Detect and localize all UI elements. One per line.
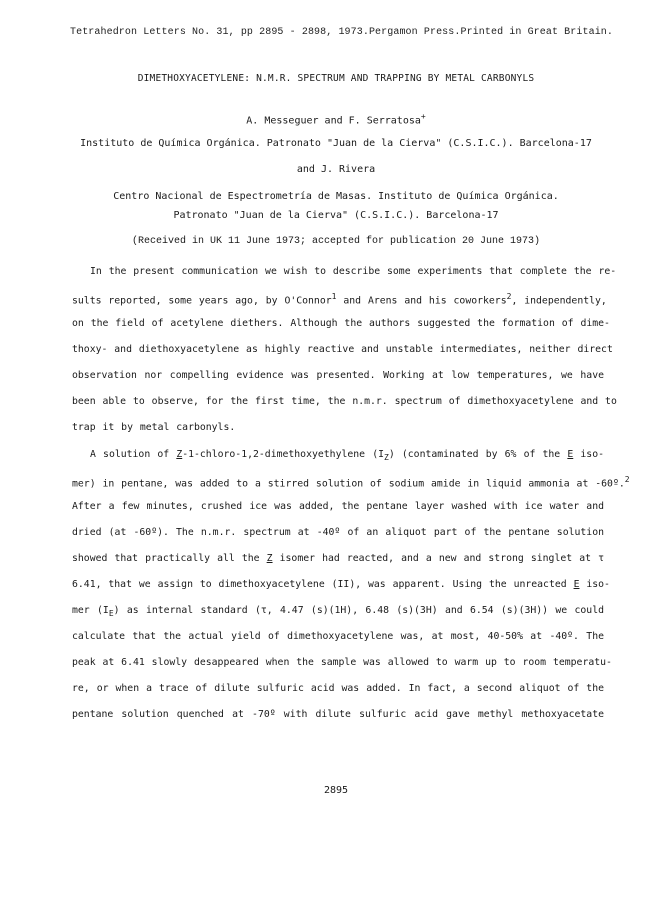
body-line: [72, 605, 604, 618]
body-line: pentane solution quenched at -70º with dilute sulfuric acid gave methyl methoxyacetate: [72, 709, 604, 720]
ref-mark: 2: [624, 475, 630, 484]
affiliation-2-line-1: Centro Nacional de Espectrometría de Masas. Instituto de Química Orgánica.: [113, 191, 559, 202]
body-line: [90, 449, 604, 462]
journal-citation: Tetrahedron Letters No. 31, pp 2895 - 2898, 1973.: [70, 27, 369, 38]
ref-mark: 2: [506, 292, 512, 301]
affiliation-2-line-2: Patronato "Juan de la Cierva" (C.S.I.C.). Barcelona-17: [173, 210, 499, 221]
authors-1: A. Messeguer and F. Serratosa: [246, 115, 421, 127]
paper-title: DIMETHOXYACETYLENE: N.M.R. SPECTRUM AND TRAPPING BY METAL CARBONYLS: [137, 73, 535, 84]
body-text: ) (contaminated by 6% of the: [388, 449, 568, 460]
publisher: Pergamon Press.: [368, 27, 461, 38]
body-text: A solution of: [90, 449, 177, 460]
page-number: 2895: [323, 785, 349, 796]
body-text: , independently,: [511, 295, 607, 307]
running-header: [70, 27, 613, 38]
body-text: E: [567, 449, 574, 460]
body-text: E: [573, 579, 580, 590]
body-text: showed that practically all the: [72, 553, 267, 564]
body-text: and Arens and his coworkers: [336, 295, 507, 307]
body-text: mer (I: [72, 605, 109, 616]
subscript: Z: [384, 452, 389, 462]
body-line: dried (at -60º). The n.m.r. spectrum at -40º of an aliquot part of the pentane solution: [72, 527, 604, 538]
body-line: [72, 579, 610, 590]
body-text: 6.41, that we assign to dimethoxyacetylene (II), was apparent. Using the unreacted: [72, 579, 574, 590]
body-line: [72, 475, 630, 490]
body-line: After a few minutes, crushed ice was added, the pentane layer washed with ice water and: [72, 501, 604, 512]
body-line: peak at 6.41 slowly desappeared when the sample was allowed to warm up to room temperatu-: [72, 657, 612, 668]
authors-line-1: [0, 112, 672, 126]
received-dates: (Received in UK 11 June 1973; accepted for publication 20 June 1973): [131, 236, 541, 247]
body-line: trap it by metal carbonyls.: [72, 422, 236, 433]
body-text: ) as internal standard (τ, 4.47 (s)(1H), 6.48 (s)(3H) and 6.54 (s)(3H)) we could: [113, 605, 604, 616]
authors-line-2: and J. Rivera: [296, 164, 376, 175]
body-text: iso-: [573, 449, 604, 460]
body-line: In the present communication we wish to describe some experiments that complete the re-: [90, 266, 617, 277]
subscript: E: [108, 608, 114, 618]
author-footnote-mark: +: [420, 112, 426, 121]
body-line: [72, 292, 607, 307]
body-text: isomer had reacted, and a new and strong singlet at τ: [272, 553, 604, 564]
body-text: sults reported, some years ago, by O'Connor: [72, 295, 332, 307]
body-text: Z: [176, 449, 183, 460]
body-line: thoxy- and diethoxyacetylene as highly reactive and unstable intermediates, neither direct: [72, 344, 613, 355]
ref-mark: 1: [331, 292, 337, 301]
body-text: iso-: [579, 579, 610, 590]
body-text: Z: [266, 553, 273, 564]
printed-in: Printed in Great Britain.: [460, 27, 613, 38]
body-line: calculate that the actual yield of dimethoxyacetylene was, at most, 40-50% at -40º. The: [72, 631, 604, 642]
body-line: [72, 553, 604, 564]
body-text: -1-chloro-1,2-dimethoxyethylene (I: [182, 449, 385, 460]
body-text: mer) in pentane, was added to a stirred solution of sodium amide in liquid ammonia at -60º.: [72, 478, 625, 490]
body-line: re, or when a trace of dilute sulfuric acid was added. In fact, a second aliquot of the: [72, 683, 604, 694]
body-line: observation nor compelling evidence was presented. Working at low temperatures, we have: [72, 370, 604, 381]
body-line: on the field of acetylene diethers. Although the authors suggested the formation of dime-: [72, 318, 610, 329]
affiliation-1: Instituto de Química Orgánica. Patronato "Juan de la Cierva" (C.S.I.C.). Barcelona-17: [80, 138, 592, 149]
body-line: been able to observe, for the first time, the n.m.r. spectrum of dimethoxyacetylene and to: [72, 396, 617, 407]
